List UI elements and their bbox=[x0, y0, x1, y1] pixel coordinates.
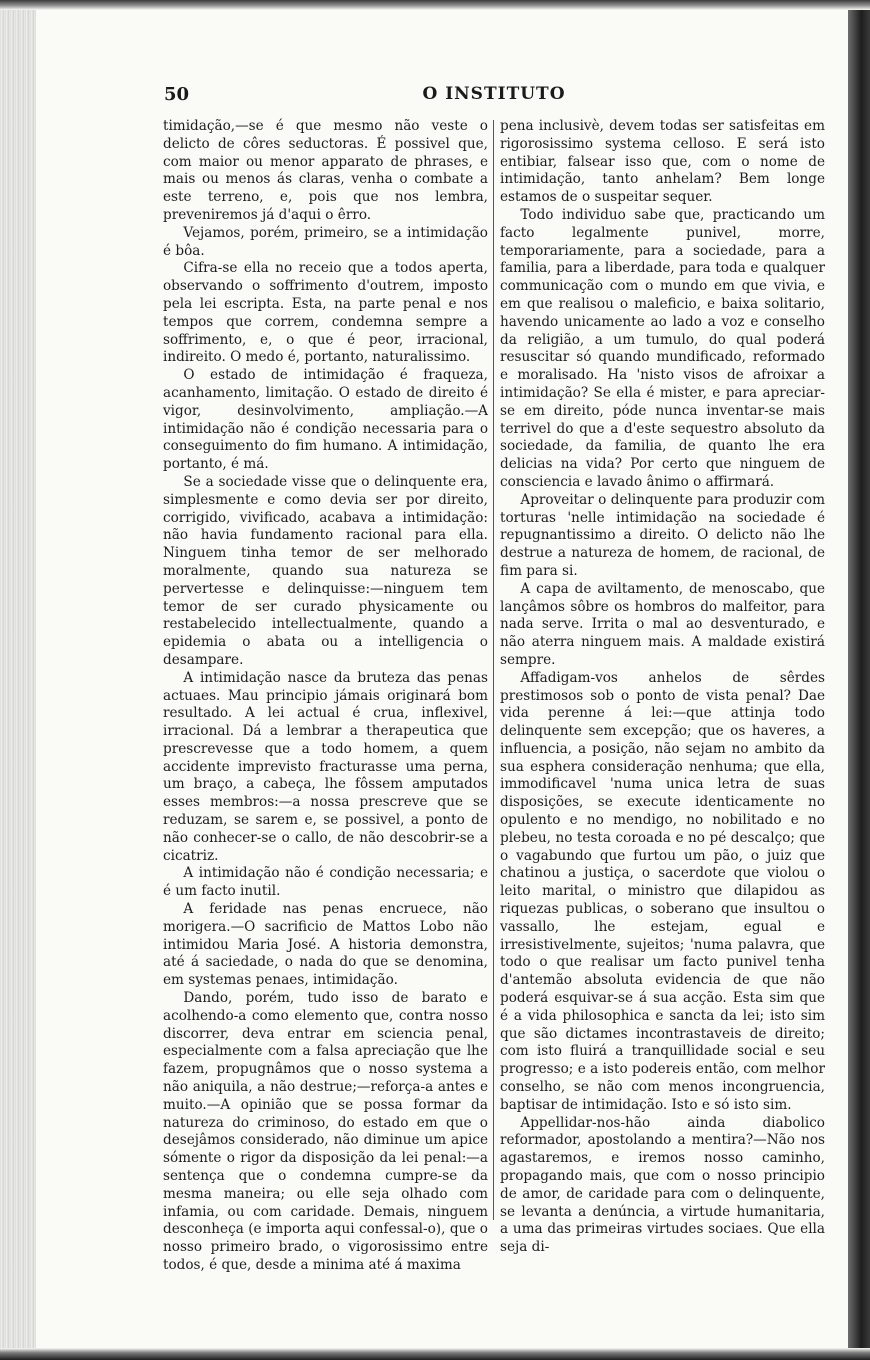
paragraph: pena inclusivè, devem todas ser satisfeitas em rigorosissimo systema celloso. E será isto entibiar, falsear isso que, com o nome de intimidação, tanto anhelam? Bem longe estamos de o suspeitar sequer. bbox=[500, 118, 825, 206]
paragraph: Appellidar-nos-hão ainda diabolico reformador, apostolando a mentira?—Não nos agastaremos, e iremos nosso caminho, propagando mais, que com o nosso principio de amor, de caridade para com o delinquente, se levanta a denúncia, a virtude humanitaria, a uma das primeiras virtudes sociaes. Que ella seja di- bbox=[500, 1114, 825, 1256]
paragraph: Aproveitar o delinquente para produzir com torturas 'nelle intimidação na sociedade é repugnantissimo a direito. O delicto não lhe destrue a natureza de homem, de racional, de fim para si. bbox=[500, 491, 825, 579]
paragraph: A intimidação nasce da bruteza das penas actuaes. Mau principio jámais originará bom resultado. A lei actual é crua, inflexivel, irracional. Dá a lembrar a therapeutica que prescrevesse que a todo homem, a quem accidente imprevisto fracturasse uma perna, um braço, a cabeça, lhe fôssem amputados esses membros:—a nossa prescreve que se reduzam, se sarem e, se possivel, a ponto de não conhecer-se o callo, de não descobrir-se a cicatriz. bbox=[163, 669, 488, 864]
paragraph: Affadigam-vos anhelos de sêrdes prestimosos sob o ponto de vista penal? Dae vida perenne á lei:—que attinja todo delinquente sem excepção; que os haveres, a influencia, a posição, não sejam no ambito da sua esphera consideração nenhuma; que ella, immodificavel 'numa unica letra de suas disposições, se execute identicamente no opulento e no mendigo, no nobilitado e no plebeu, no testa coroada e no pé descalço; que o vagabundo que furtou um pão, o juiz que chatinou a justiça, o sacerdote que violou o leito marital, o ministro que dilapidou as riquezas publicas, o soberano que insultou o vassallo, lhe estejam, egual e irresistivelmente, sujeitos; 'numa palavra, que todo o que realisar um facto punivel tenha d'antemão absoluta evidencia de que não poderá esquivar-se á sua acção. Esta sim que é a vida philosophica e sancta da lei; isto sim que são dictames incontrastaveis de direito; com isto fluirá a tranquillidade social e seu progresso; e a isto podereis então, com melhor conselho, se não com menos incongruencia, baptisar de intimidação. Isto e só isto sim. bbox=[500, 669, 825, 1113]
running-title: O INSTITUTO bbox=[422, 84, 566, 104]
left-column bbox=[163, 118, 488, 1275]
book-edge-bottom bbox=[0, 1348, 870, 1360]
paragraph: A intimidação não é condição necessaria; e é um facto inutil. bbox=[163, 865, 488, 900]
paragraph: Dando, porém, tudo isso de barato e acolhendo-a como elemento que, contra nosso discorrer, deva entrar em sciencia penal, especialmente com a falsa apreciação que lhe fazem, propugnâmos que o nosso systema a não aniquila, a não destrue;—reforça-a antes e muito.—A opinião que se possa formar da natureza do criminoso, do estado em que o desejâmos considerado, não diminue um apice sómente o rigor da disposição da lei penal:—a sentença que o condemna cumpre-se da mesma maneira; ou elle seja olhado com infamia, ou com caridade. Demais, ninguem desconheça (e importa aqui confessal-o), que o nosso primeiro brado, o vigorosissimo entre todos, é que, desde a minima até á maxima bbox=[163, 990, 488, 1273]
paragraph: O estado de intimidação é fraqueza, acanhamento, limitação. O estado de direito é vigor, desinvolvimento, ampliação.—A intimidação não é condição necessaria para o conseguimento do fim humano. A intimidação, portanto, é má. bbox=[163, 367, 488, 473]
book-edge-right bbox=[848, 0, 870, 1360]
paragraph: Se a sociedade visse que o delinquente era, simplesmente e como devia ser por direito, corrigido, vivificado, acabava a intimidação: não havia fundamento racional para ella. Ninguem tinha temor de ser melhorado moralmente, quando sua natureza se pervertesse e delinquisse:—ninguem tem temor de ser curado physicamente ou restabelecido intellectualmente, quando a epidemia o abata ou a intelligencia o desampare. bbox=[163, 473, 488, 668]
paragraph: timidação,—se é que mesmo não veste o delicto de côres seductoras. É possivel que, com maior ou menor apparato de phrases, e mais ou menos ás claras, venha o combate a este terreno, e, pois que nos lembra, preveniremos já d'aqui o êrro. bbox=[163, 118, 488, 223]
page-header bbox=[164, 84, 832, 108]
paragraph: Cifra-se ella no receio que a todos aperta, observando o soffrimento d'outrem, imposto pela lei escripta. Esta, na parte penal e nos tempos que correm, condemna sempre a soffrimento, e, o que é peor, irracional, indireito. O medo é, portanto, naturalissimo. bbox=[163, 260, 488, 366]
page-number: 50 bbox=[164, 84, 190, 105]
book-edge-top bbox=[0, 0, 870, 10]
paragraph: A capa de aviltamento, de menoscabo, que lançâmos sôbre os hombros do malfeitor, para nada serve. Irrita o mal ao desventurado, e não aterra ninguem mais. A maldade existirá sempre. bbox=[500, 580, 825, 668]
right-column bbox=[500, 118, 825, 1257]
book-edge-left bbox=[0, 0, 36, 1360]
paragraph: A feridade nas penas encruece, não morigera.—O sacrificio de Mattos Lobo não intimidou Maria José. A historia demonstra, até á saciedade, o nada do que se denomina, em systemas penaes, intimidação. bbox=[163, 901, 488, 989]
paragraph: Vejamos, porém, primeiro, se a intimidação é bôa. bbox=[163, 224, 488, 259]
paragraph: Todo individuo sabe que, practicando um facto legalmente punivel, morre, temporariamente, para a sociedade, para a familia, para a liberdade, para toda e qualquer communicação com o mundo em que vivia, e em que realisou o maleficio, e baixa solitario, havendo unicamente ao lado a voz e conselho da religião, a um tumulo, do qual poderá resuscitar só quando mundificado, reformado e moralisado. Ha 'nisto visos de afroixar a intimidação? Se ella é mister, e para apreciar-se em direito, póde nunca inventar-se mais terrivel do que a d'este sequestro absoluto da sociedade, da familia, de quanto lhe era delicias na vida? Por certo que ninguem de consciencia e lavado ânimo o affirmará. bbox=[500, 206, 825, 490]
column-divider bbox=[493, 120, 494, 1220]
